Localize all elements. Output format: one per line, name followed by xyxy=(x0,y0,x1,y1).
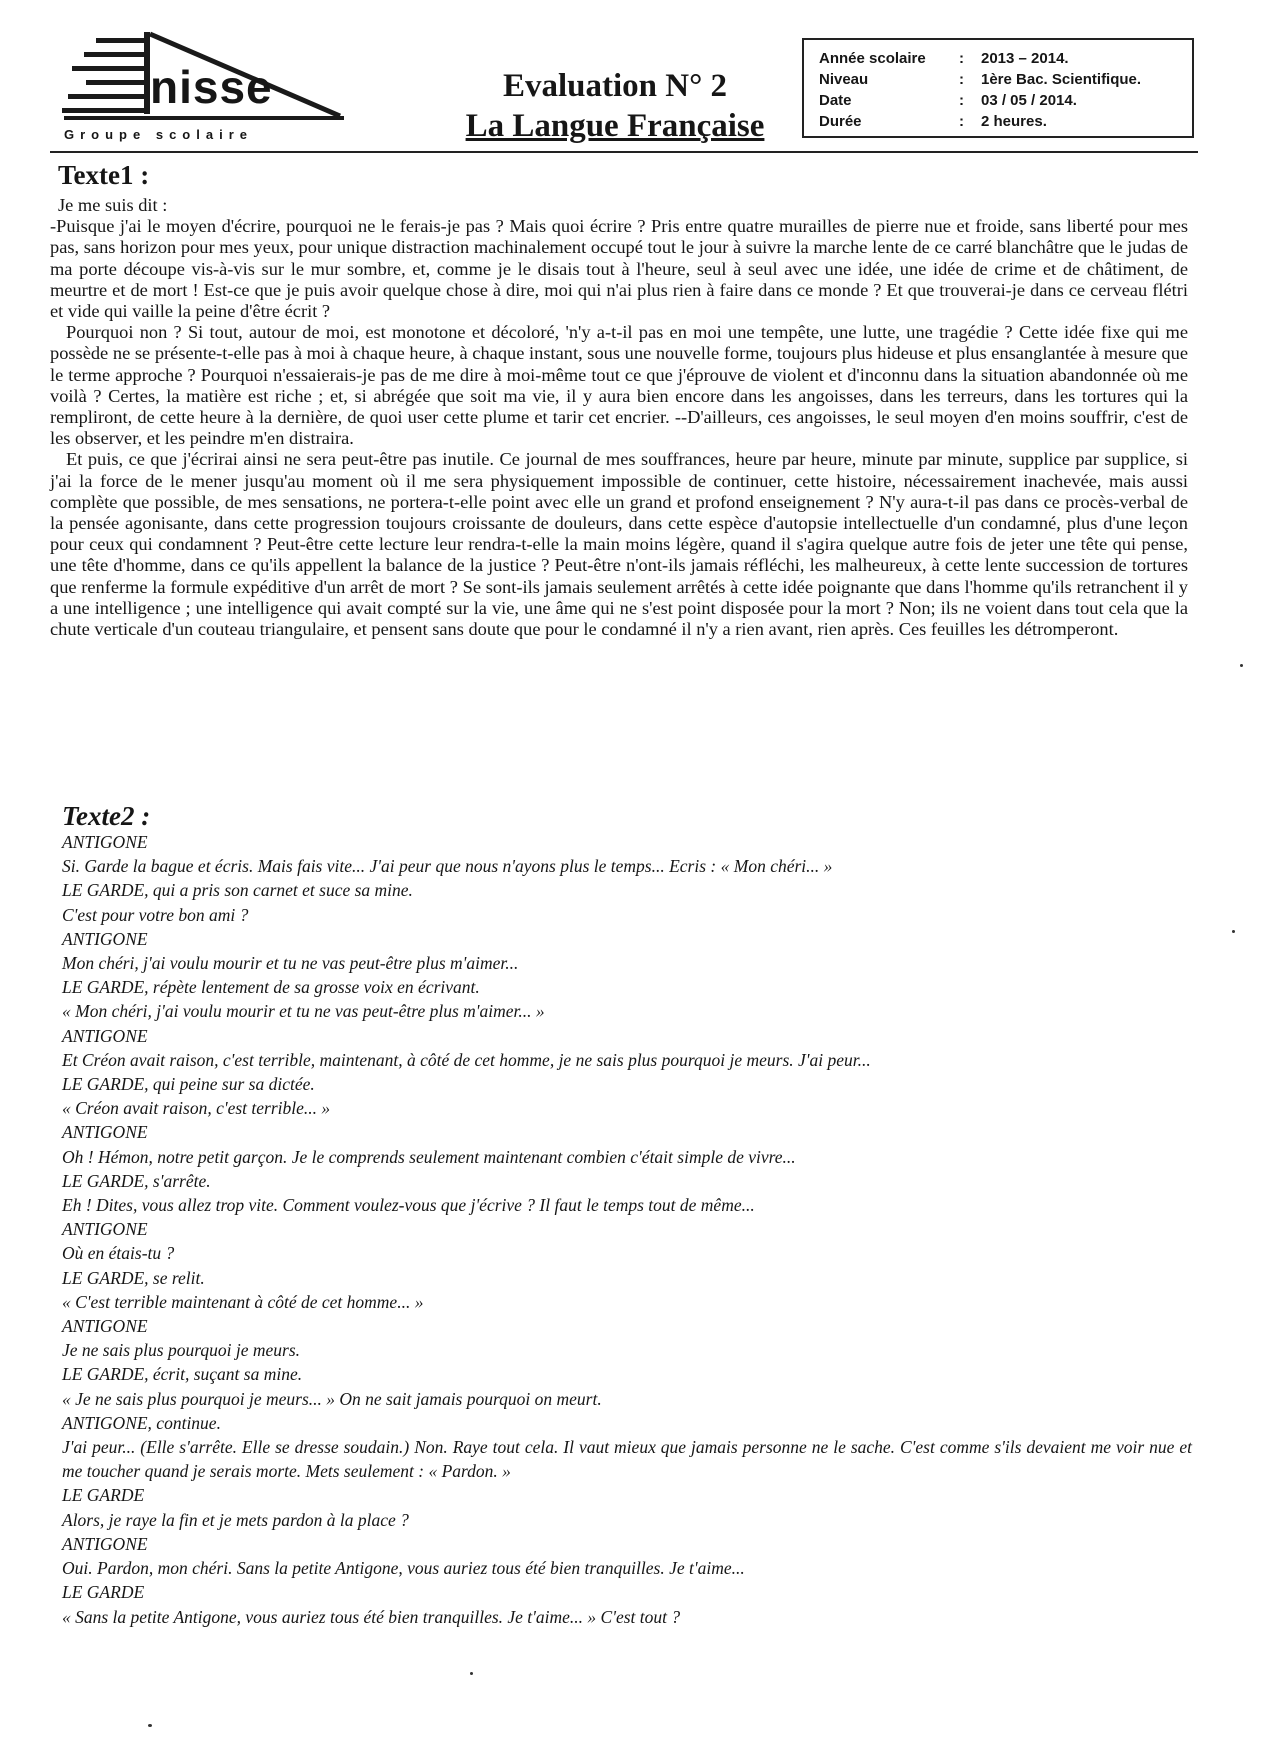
header-divider xyxy=(50,151,1198,153)
dialogue-line: Oui. Pardon, mon chéri. Sans la petite Antigone, vous auriez tous été bien tranquilles. Je t'aime... xyxy=(62,1558,745,1579)
info-colon: : xyxy=(959,50,964,67)
texte1-body xyxy=(50,195,1188,640)
school-logo xyxy=(58,28,348,144)
texte2-title: Texte2 : xyxy=(62,801,151,831)
title-block xyxy=(440,66,790,146)
info-colon: : xyxy=(959,71,964,88)
dialogue-speaker: LE GARDE, répète lentement de sa grosse voix en écrivant. xyxy=(62,977,480,998)
info-colon: : xyxy=(959,113,964,130)
dialogue-speaker: ANTIGONE, continue. xyxy=(62,1412,221,1433)
info-row-date xyxy=(819,90,1182,111)
dialogue-speaker: LE GARDE, qui a pris son carnet et suce sa mine. xyxy=(62,880,413,901)
dialogue-line: « Créon avait raison, c'est terrible... » xyxy=(62,1098,331,1119)
dialogue-line: « Mon chéri, j'ai voulu mourir et tu ne vas peut-être plus m'aimer... » xyxy=(62,1001,545,1022)
dialogue-speaker: LE GARDE, écrit, suçant sa mine. xyxy=(62,1364,303,1385)
texte1-paragraph: Je me suis dit : xyxy=(58,195,168,215)
dialogue-line: C'est pour votre bon ami ? xyxy=(62,904,249,925)
dialogue-speaker: ANTIGONE xyxy=(62,1025,148,1046)
scan-speck xyxy=(148,1724,152,1727)
texte1-title: Texte1 : xyxy=(58,160,150,190)
texte2-dialogue xyxy=(62,830,1192,1629)
dialogue-line: Eh ! Dites, vous allez trop vite. Comment voulez-vous que j'écrive ? Il faut le temps tout de même... xyxy=(62,1195,755,1216)
dialogue-speaker: LE GARDE, qui peine sur sa dictée. xyxy=(62,1074,315,1095)
dialogue-speaker: ANTIGONE xyxy=(62,1316,148,1337)
dialogue-speaker: ANTIGONE xyxy=(62,1219,148,1240)
info-label: Niveau xyxy=(819,71,869,88)
info-value: 2 heures. xyxy=(981,113,1047,130)
info-label: Durée xyxy=(819,113,862,130)
info-row-duree xyxy=(819,111,1182,132)
texte1-paragraph: Et puis, ce que j'écrirai ainsi ne sera peut-être pas inutile. Ce journal de mes souffrances, heure par heure, minute par minute, supplice par supplice, si j'ai la force de le mener jusqu'au moment où il me sera physiquement impossible de continuer, cette histoire, nécessairement inachevée, mais aussi complète que possible, de mes sensations, ne portera-t-elle point avec elle un grand et profond enseignement ? N'y aura-t-il pas dans ce procès-verbal de la pensée agonisante, dans cette progression toujours croissante de douleurs, dans cette espèce d'autopsie intellectuelle d'un condamné, plus d'une leçon pour ceux qui condamnent ? Peut-être cette lecture leur rendra-t-elle la main moins légère, quand il s'agira quelque autre fois de jeter une tête qui pense, une tête d'homme, dans ce qu'ils appellent la balance de la justice ? Peut-être n'ont-ils jamais réfléchi, les malheureux, à cette lente succession de tortures que renferme la formule expéditive d'un arrêt de mort ? Se sont-ils jamais seulement arrêtés à cette idée poignante que dans l'homme qu'ils retranchent il y a une intelligence ; une intelligence qui avait compté sur la vie, une âme qui ne s'est point disposée pour la mort ? Non; ils ne voient dans tout cela que la chute verticale d'un couteau triangulaire, et pensent sans doute que pour le condamné il n'y a rien avant, rien après. Ces feuilles les détromperont. xyxy=(50,449,1188,640)
dialogue-speaker: LE GARDE, se relit. xyxy=(62,1267,205,1288)
page-subtitle: La Langue Française xyxy=(465,108,765,144)
info-row-annee xyxy=(819,48,1182,69)
info-colon: : xyxy=(959,92,964,109)
info-value: 1ère Bac. Scientifique. xyxy=(981,71,1142,88)
info-label: Date xyxy=(819,92,852,109)
info-value: 2013 – 2014. xyxy=(981,50,1069,67)
dialogue-speaker: LE GARDE, s'arrête. xyxy=(62,1170,211,1191)
dialogue-speaker: ANTIGONE xyxy=(62,1533,148,1554)
dialogue-line: « Je ne sais plus pourquoi je meurs... » On ne sait jamais pourquoi on meurt. xyxy=(62,1388,602,1409)
dialogue-line: « Sans la petite Antigone, vous auriez tous été bien tranquilles. Je t'aime... » C'est tout ? xyxy=(62,1606,681,1627)
scan-speck xyxy=(1232,930,1235,933)
info-value: 03 / 05 / 2014. xyxy=(981,92,1077,109)
info-label: Année scolaire xyxy=(819,50,926,67)
texte1-paragraph: -Puisque j'ai le moyen d'écrire, pourquoi ne le ferais-je pas ? Mais quoi écrire ? Pris entre quatre murailles de pierre nue et froide, sans liberté pour mes pas, sans horizon pour mes yeux, pour unique distraction machinalement occupé tout le jour à suivre la marche lente de ce carré blanchâtre que le judas de ma porte découpe vis-à-vis sur le mur sombre, et, comme je le disais tout à l'heure, seul à seul avec une idée, une idée de crime et de châtiment, de meurtre et de mort ! Est-ce que je puis avoir quelque chose à dire, moi qui n'ai plus rien à faire dans ce monde ? Et que trouverai-je dans ce cerveau flétri et vide qui vaille la peine d'être écrit ? xyxy=(50,216,1188,322)
page-title: Evaluation N° 2 xyxy=(502,68,728,104)
texte1-paragraph: Pourquoi non ? Si tout, autour de moi, est monotone et décoloré, 'n'y a-t-il pas en moi une tempête, une lutte, une tragédie ? Cette idée fixe qui me possède ne se présente-t-elle pas à moi à chaque heure, à chaque instant, sous une nouvelle forme, toujours plus hideuse et plus ensanglantée à mesure que le terme approche ? Pourquoi n'essaierais-je pas de me dire à moi-même tout ce que j'éprouve de violent et d'inconnu dans la situation abandonnée où me voilà ? Certes, la matière est riche ; et, si abrégée que soit ma vie, il y aura bien encore dans les angoisses, dans les terreurs, dans les tortures qui la rempliront, de cette heure à la dernière, de quoi user cette plume et tarir cet encrier. --D'ailleurs, ces angoisses, le seul moyen d'en moins souffrir, c'est de les observer, et les peindre m'en distraira. xyxy=(50,322,1188,449)
dialogue-speaker: LE GARDE xyxy=(62,1582,145,1603)
scan-speck xyxy=(470,1672,473,1675)
info-box xyxy=(802,38,1194,138)
dialogue-line: Alors, je raye la fin et je mets pardon à la place ? xyxy=(62,1509,409,1530)
dialogue-line: Je ne sais plus pourquoi je meurs. xyxy=(62,1340,301,1361)
dialogue-line: Où en étais-tu ? xyxy=(62,1243,175,1264)
scan-speck xyxy=(1240,664,1243,667)
dialogue-speaker: ANTIGONE xyxy=(62,928,148,949)
dialogue-line: « C'est terrible maintenant à côté de cet homme... » xyxy=(62,1291,424,1312)
dialogue-line: J'ai peur... (Elle s'arrête. Elle se dresse soudain.) Non. Raye tout cela. Il vaut mieux que jamais personne ne le sache. C'est comme s'ils devaient me voir nue et me toucher quand je serais morte. Mets seulement : « Pardon. » xyxy=(62,1437,1192,1482)
dialogue-line: Oh ! Hémon, notre petit garçon. Je le comprends seulement maintenant combien c'était simple de vivre... xyxy=(62,1146,796,1167)
dialogue-line: Et Créon avait raison, c'est terrible, maintenant, à côté de cet homme, je ne sais plus pourquoi je meurs. J'ai peur... xyxy=(62,1049,871,1070)
dialogue-speaker: LE GARDE xyxy=(62,1485,145,1506)
logo-word: nisse xyxy=(150,61,273,113)
dialogue-speaker: ANTIGONE xyxy=(62,1122,148,1143)
info-row-niveau xyxy=(819,69,1182,90)
dialogue-line: Si. Garde la bague et écris. Mais fais vite... J'ai peur que nous n'ayons plus le temps... Ecris : « Mon chéri... » xyxy=(62,856,833,877)
dialogue-line: Mon chéri, j'ai voulu mourir et tu ne vas peut-être plus m'aimer... xyxy=(62,953,519,974)
logo-subtitle: Groupe scolaire xyxy=(64,127,253,142)
dialogue-speaker: ANTIGONE xyxy=(62,832,148,852)
